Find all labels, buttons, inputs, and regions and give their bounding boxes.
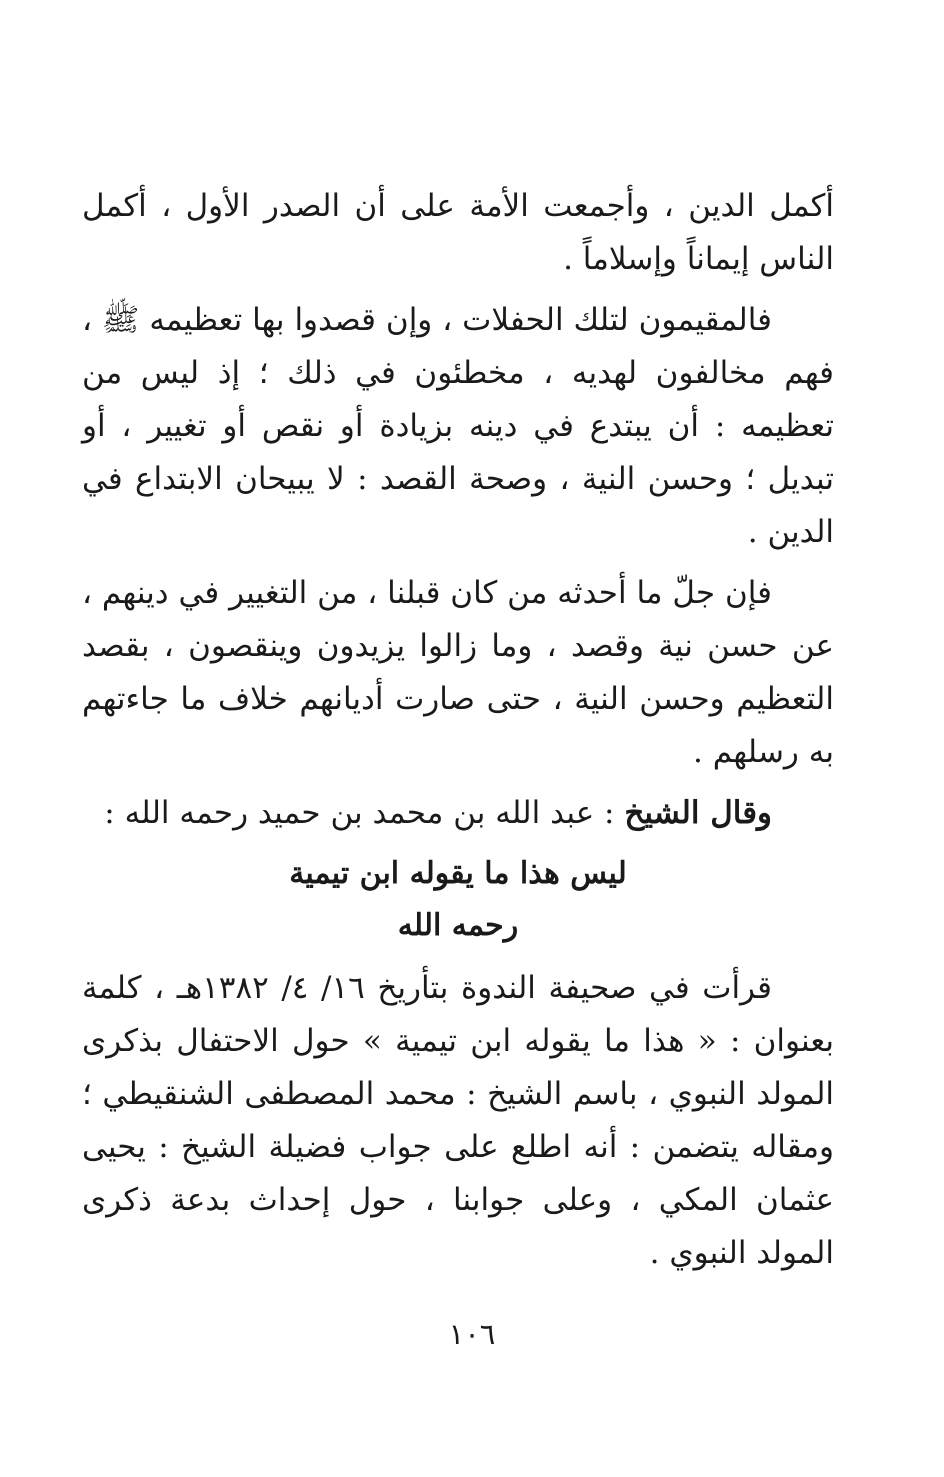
section-heading: ليس هذا ما يقوله ابن تيمية bbox=[289, 856, 627, 891]
paragraph-celebrations: فالمقيمون لتلك الحفلات ، وإن قصدوا بها تعظيمه ﷺ ، فهم مخالفون لهديه ، مخطئون في ذلك ؛ إذ ليس من تعظيمه : أن يبتدع في دينه بزيادة أو نقص أو تغيير ، أو تبديل ؛ وحسن النية ، وصحة القصد : لا يبيحان الابتداع في الدين . bbox=[82, 302, 834, 550]
page-number: ١٠٦ bbox=[448, 1317, 496, 1351]
paragraph-sheikh-intro bbox=[82, 787, 834, 840]
body-text bbox=[82, 180, 834, 1288]
section-subheading: رحمه الله bbox=[397, 908, 519, 943]
paragraph-continuation: أكمل الدين ، وأجمعت الأمة على أن الصدر الأول ، أكمل الناس إيماناً وإسلاماً . bbox=[82, 188, 834, 277]
sheikh-intro-rest: : عبد الله بن محمد بن حميد رحمه الله : bbox=[104, 795, 625, 831]
paragraph-previous-nations: فإن جلّ ما أحدثه من كان قبلنا ، من التغيير في دينهم ، عن حسن نية وقصد ، وما زالوا يزيدون وينقصون ، بقصد التعظيم وحسن النية ، حتى صارت أديانهم خلاف ما جاءتهم به رسلهم . bbox=[82, 575, 834, 770]
paragraph-newspaper: قرأت في صحيفة الندوة بتأريخ ١٦/ ٤/ ١٣٨٢هـ ، كلمة بعنوان : « هذا ما يقوله ابن تيمية » حول الاحتفال بذكرى المولد النبوي ، باسم الشيخ : محمد المصطفى الشنقيطي ؛ ومقاله يتضمن : أنه اطلع على جواب فضيلة الشيخ : يحيى عثمان المكي ، وعلى جوابنا ، حول إحداث بدعة ذكرى المولد النبوي . bbox=[82, 970, 834, 1271]
sheikh-intro-lead: وقال الشيخ bbox=[624, 795, 772, 831]
